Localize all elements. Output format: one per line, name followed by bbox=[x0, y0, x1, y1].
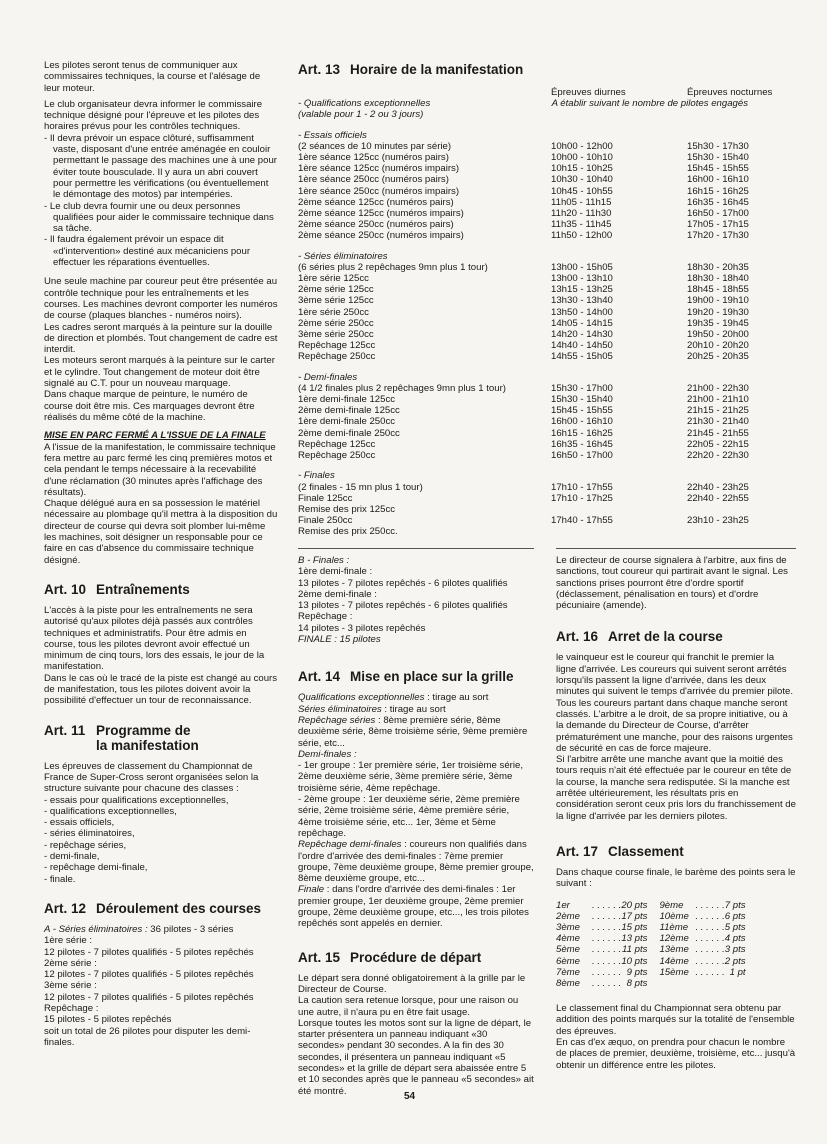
list-item: - Il devra prévoir un espace clôturé, suffisamment vaste, disposant d'une entrée aménagée en couloir permettant le passage des machines une à une pour éviter toute bousculade. Il y aura un abri couvert pour permettre les vérifications (ou éventuellement le démontage des motos) par intempéries. bbox=[44, 132, 278, 201]
night-time: 19h00 - 19h10 bbox=[687, 295, 749, 307]
paragraph: Le départ sera donné obligatoirement à la grille par le Directeur de Course. bbox=[298, 972, 526, 995]
day-time: 17h10 - 17h55 bbox=[551, 481, 613, 493]
divider bbox=[556, 548, 796, 549]
leader-dots: . . . . . . bbox=[592, 899, 622, 911]
night-time: 21h00 - 21h10 bbox=[687, 394, 749, 406]
paragraph: Les cadres seront marqués à la peinture sur la douille de direction et plombés. Tout changement de cadre est interdit. bbox=[44, 321, 278, 356]
text: Séries éliminatoires : tirage au sort bbox=[298, 703, 446, 715]
leader-dots: . . . . . . bbox=[695, 933, 725, 945]
text: 2ème demi-finale : bbox=[298, 588, 377, 600]
column-header-night: Épreuves nocturnes bbox=[687, 87, 773, 98]
day-time: 13h00 - 13h10 bbox=[551, 273, 613, 285]
night-time: 19h50 - 20h00 bbox=[687, 329, 749, 341]
night-time: 18h30 - 20h35 bbox=[687, 261, 749, 273]
row-label: (2 finales - 15 mn plus 1 tour) bbox=[298, 481, 423, 493]
table-row bbox=[298, 98, 798, 109]
day-time: 15h30 - 17h00 bbox=[551, 382, 613, 394]
points-row bbox=[556, 922, 647, 933]
article-title: Arret de la course bbox=[608, 629, 723, 645]
article-number: Art. 10 bbox=[44, 581, 87, 597]
points-scale bbox=[556, 900, 796, 990]
table-row bbox=[298, 295, 798, 306]
paragraph: Une seule machine par coureur peut être présentée au contrôle technique pour les entraînements et les courses. Les machines devront comporter les numéros de course (plaques blanches - numéros noirs). bbox=[44, 276, 278, 322]
series-block bbox=[44, 924, 278, 1048]
table-row bbox=[298, 208, 798, 219]
points-row bbox=[556, 933, 647, 944]
night-time: 22h05 - 22h15 bbox=[687, 438, 749, 450]
leader-dots: . . . . . . bbox=[695, 955, 725, 967]
rank: 11ème bbox=[659, 921, 689, 933]
structure-list bbox=[44, 795, 278, 885]
text: Finale : dans l'ordre d'arrivée des demi-finales : 1er premier groupe, 1er deuxième groupe, 2ème premier groupe, 2ème deuxième groupe, etc..., les trois pilotes repêchés sont appelés en dernier. bbox=[298, 884, 529, 930]
table-row bbox=[298, 394, 798, 405]
table-row bbox=[298, 405, 798, 416]
paragraph: Le directeur de course signalera à l'arbitre, aux fins de sanctions, tout coureur qui partirait avant le signal. Les sanctions prises pourront être d'ordre sportif (déclassement, pénalisation en tours) et d'ordre pécuniaire (amende). bbox=[556, 555, 788, 612]
points: 17 pts bbox=[621, 910, 648, 922]
table-row bbox=[298, 329, 798, 340]
night-time: 19h35 - 19h45 bbox=[687, 317, 749, 329]
paragraph: L'accès à la piste pour les entraînements ne sera autorisé qu'aux pilotes déjà passés aux contrôles techniques et administratifs. Pour être admis en course, tous les pilotes devront avoir effectué un minimum de cinq tours, lors des essais, le jour de la manifestation. bbox=[44, 604, 265, 673]
table-row bbox=[298, 219, 798, 230]
article-16-heading bbox=[556, 629, 796, 644]
row-label: (2 séances de 10 minutes par série) bbox=[298, 140, 452, 152]
article-13-heading bbox=[298, 62, 798, 77]
text: Qualifications exceptionnelles : tirage au sort bbox=[298, 692, 489, 704]
rank: 7ème bbox=[556, 966, 580, 978]
paragraph: Chaque délégué aura en sa possession le matériel nécessaire au plombage qu'il mettra à la disposition du directeur de course qui devra soit plomber lui-même les machines, soit désigner un responsable pour ce faire en cas d'absence du commissaire technique désigné. bbox=[44, 498, 278, 566]
list-item: - repêchage demi-finale, bbox=[44, 862, 148, 874]
row-label: 1ère séance 125cc (numéros impairs) bbox=[298, 163, 460, 175]
text: soit un total de 26 pilotes pour disputer les demi-finales. bbox=[44, 1025, 251, 1048]
row-label: - Qualifications exceptionnelles bbox=[298, 98, 431, 110]
points-row bbox=[556, 900, 647, 911]
points: 7 pts bbox=[724, 899, 746, 911]
row-label: (6 séries plus 2 repêchages 9mn plus 1 tour) bbox=[298, 261, 488, 273]
schedule-table bbox=[298, 87, 798, 538]
row-label: 2ème séance 125cc (numéros impairs) bbox=[298, 208, 464, 220]
points-row bbox=[659, 956, 745, 967]
row-label: 2ème demi-finale 125cc bbox=[298, 405, 400, 417]
article-number: Art. 15 bbox=[298, 949, 341, 965]
schedule-group-title: - Finales bbox=[298, 470, 335, 482]
right-column bbox=[556, 548, 796, 1076]
day-time: 17h10 - 17h25 bbox=[551, 492, 613, 504]
article-10-heading bbox=[44, 582, 278, 597]
text: 3ème série : bbox=[44, 980, 97, 992]
text: 12 pilotes - 7 pilotes qualifiés - 5 pilotes repêchés bbox=[44, 946, 254, 958]
row-label: 2ème série 250cc bbox=[298, 317, 374, 329]
day-time: 16h50 - 17h00 bbox=[551, 450, 613, 462]
points-row bbox=[556, 978, 647, 989]
points-row bbox=[659, 922, 745, 933]
list-item: - demi-finale, bbox=[44, 851, 100, 863]
list-item: - qualifications exceptionnelles, bbox=[44, 805, 177, 817]
night-time: 22h40 - 23h25 bbox=[687, 481, 749, 493]
paragraph: La caution sera retenue lorsque, pour une raison ou une autre, il n'aura pu en être fait usage. bbox=[298, 995, 519, 1018]
day-time: 10h45 - 10h55 bbox=[551, 185, 613, 197]
table-row bbox=[298, 383, 798, 394]
points: 1 pt bbox=[729, 966, 746, 978]
points-row bbox=[556, 956, 647, 967]
text: 12 pilotes - 7 pilotes qualifiés - 5 pilotes repêchés bbox=[44, 969, 254, 981]
table-header-row bbox=[298, 87, 798, 98]
day-time: 11h35 - 11h45 bbox=[551, 219, 612, 231]
list-item: - essais officiels, bbox=[44, 817, 115, 829]
text: 15 pilotes - 5 pilotes repêchés bbox=[44, 1014, 172, 1026]
night-time: 17h20 - 17h30 bbox=[687, 230, 749, 242]
table-row bbox=[298, 416, 798, 427]
night-time: 15h30 - 17h30 bbox=[687, 140, 749, 152]
table-row bbox=[298, 351, 798, 362]
table-row bbox=[298, 482, 798, 493]
leader-dots: . . . . . . bbox=[592, 933, 622, 945]
article-number: Art. 14 bbox=[298, 669, 341, 685]
points: 4 pts bbox=[724, 933, 746, 945]
points-row bbox=[556, 967, 647, 978]
row-label: Remise des prix 125cc bbox=[298, 503, 396, 515]
rank: 6ème bbox=[556, 955, 580, 967]
column-header-day: Épreuves diurnes bbox=[551, 87, 626, 98]
rank: 1er bbox=[556, 899, 570, 911]
day-time: 15h30 - 15h40 bbox=[551, 394, 613, 406]
table-row bbox=[298, 109, 798, 120]
leader-dots: . . . . . . bbox=[695, 966, 725, 978]
table-row bbox=[298, 428, 798, 439]
schedule-group-title: - Demi-finales bbox=[298, 371, 358, 383]
row-label: 1ère série 250cc bbox=[298, 306, 369, 318]
article-title: Entraînements bbox=[96, 581, 190, 597]
page-number: 54 bbox=[404, 1091, 416, 1102]
row-label: 2ème séance 250cc (numéros pairs) bbox=[298, 219, 454, 231]
paragraph: Les pilotes seront tenus de communiquer aux commissaires techniques, la course et l'alésage de leur moteur. bbox=[44, 60, 261, 94]
article-title: Classement bbox=[608, 843, 684, 859]
night-time: 20h10 - 20h20 bbox=[687, 340, 749, 352]
paragraph: Lorsque toutes les motos sont sur la ligne de départ, le starter présentera un panneau indiquant «30 secondes» pendant 30 secondes. A la fin des 30 secondes, il présentera un panneau indiquant «5 secondes» et la grille de départ sera abaissée entre 5 et 10 secondes après que le panneau «5 secondes» ait été montré. bbox=[298, 1017, 534, 1097]
night-time bbox=[687, 526, 798, 537]
rank: 15ème bbox=[659, 966, 689, 978]
row-label: Repêchage 125cc bbox=[298, 438, 376, 450]
subheading: B - Finales : bbox=[298, 555, 350, 566]
article-17-heading bbox=[556, 844, 796, 859]
row-label: Finale 125cc bbox=[298, 492, 353, 504]
points: 20 pts bbox=[621, 899, 648, 911]
day-time: 14h05 - 14h15 bbox=[551, 317, 613, 329]
row-label: 1ère série 125cc bbox=[298, 273, 369, 285]
table-row bbox=[298, 340, 798, 351]
day-time bbox=[551, 504, 687, 515]
text: 13 pilotes - 7 pilotes repêchés - 6 pilotes qualifiés bbox=[298, 577, 508, 589]
day-time: 17h40 - 17h55 bbox=[551, 515, 613, 527]
paragraph: Si l'arbitre arrête une manche avant que la moitié des tours requis n'ait été effectuée par le coureur en tête de la course, la manche sera redisputée. Si la manche est arrêtée ultérieurement, les résultats pris en considération seront ceux pris lors du franchissement de la ligne d'arrivée par les derniers pilotes. bbox=[556, 754, 796, 822]
day-time: 16h35 - 16h45 bbox=[551, 438, 613, 450]
day-time bbox=[551, 526, 687, 537]
middle-column bbox=[298, 548, 534, 1102]
night-time: 23h10 - 23h25 bbox=[687, 515, 749, 527]
day-time: 15h45 - 15h55 bbox=[551, 405, 613, 417]
leader-dots: . . . . . . bbox=[695, 910, 725, 922]
text: 13 pilotes - 7 pilotes repêchés - 6 pilotes qualifiés bbox=[298, 600, 508, 612]
row-label: 2ème demi-finale 250cc bbox=[298, 427, 400, 439]
points-row bbox=[556, 944, 647, 955]
table-row bbox=[298, 318, 798, 329]
night-time: 16h00 - 16h10 bbox=[687, 174, 749, 186]
article-14-heading bbox=[298, 669, 534, 684]
table-row bbox=[298, 450, 798, 461]
list-item: - séries éliminatoires, bbox=[44, 828, 135, 840]
text: 12 pilotes - 7 pilotes qualifiés - 5 pilotes repêchés bbox=[44, 991, 254, 1003]
row-label: Remise des prix 250cc. bbox=[298, 526, 398, 538]
list-item: - Le club devra fournir une ou deux personnes qualifiées pour aider le commissaire technique dans sa tâche. bbox=[44, 200, 274, 235]
subheading: Demi-finales : bbox=[298, 748, 357, 760]
day-time: 10h00 - 10h10 bbox=[551, 152, 613, 164]
points: 13 pts bbox=[621, 933, 648, 945]
night-time: 22h40 - 22h55 bbox=[687, 492, 749, 504]
left-column bbox=[44, 60, 278, 1048]
night-time: 17h05 - 17h15 bbox=[687, 219, 749, 231]
paragraph: A l'issue de la manifestation, le commissaire technique fera mettre au parc fermé les cinq premières motos et cela pendant le temps nécessaire à la recevabilité d'une réclamation (30 minutes après l'affichage des résultats). bbox=[44, 441, 276, 498]
points-row bbox=[659, 900, 745, 911]
table-row bbox=[298, 515, 798, 526]
paragraph: Les épreuves de classement du Championnat de France de Super-Cross seront organisées selon la structure suivante pour chacune des classes : bbox=[44, 760, 259, 795]
row-label: Repêchage 250cc bbox=[298, 351, 376, 363]
rank: 14ème bbox=[659, 955, 689, 967]
night-time: 16h50 - 17h00 bbox=[687, 208, 749, 220]
paragraph: Les moteurs seront marqués à la peinture sur le carter et le cylindre. Tout changement de moteur doit être signalé au C.T. pour un nouveau marquage. bbox=[44, 355, 275, 390]
day-time: 11h50 - 12h00 bbox=[551, 230, 613, 242]
points: 8 pts bbox=[626, 977, 648, 989]
leader-dots: . . . . . . bbox=[592, 944, 622, 956]
table-row bbox=[298, 526, 798, 537]
subheading: A - Séries éliminatoires : bbox=[44, 923, 148, 935]
row-label: Finale 250cc bbox=[298, 515, 353, 527]
article-15-heading bbox=[298, 950, 534, 965]
table-row bbox=[298, 262, 798, 273]
leader-dots: . . . . . . bbox=[695, 944, 725, 956]
article-11-heading bbox=[44, 723, 278, 753]
schedule-group-title: - Essais officiels bbox=[298, 129, 367, 141]
row-label: 1ère séance 125cc (numéros pairs) bbox=[298, 152, 449, 164]
day-time: 13h30 - 13h40 bbox=[551, 295, 613, 307]
rank: 12ème bbox=[659, 933, 689, 945]
rank: 10ème bbox=[659, 910, 689, 922]
article-title: Programme de bbox=[96, 722, 191, 738]
table-row bbox=[298, 174, 798, 185]
night-time: 15h30 - 15h40 bbox=[687, 152, 749, 164]
text: - 2ème groupe : 1er deuxième série, 2ème première série, 2ème troisième série, 4ème première série, 4ème troisième série, etc... 1er, 3ème et 5ème repêchage. bbox=[298, 794, 520, 839]
text: Repêchage : bbox=[44, 1002, 99, 1014]
article-13-block bbox=[298, 62, 798, 538]
list-item: - finale. bbox=[44, 873, 76, 885]
row-label: (valable pour 1 - 2 ou 3 jours) bbox=[298, 109, 424, 121]
paragraph: En cas d'ex æquo, on prendra pour chacun le nombre de places de premier, deuxième, troisième, etc... jusqu'à obtenir un différence entre les pilotes. bbox=[556, 1037, 796, 1071]
leader-dots: . . . . . . bbox=[695, 921, 725, 933]
row-value: A établir suivant le nombre de pilotes engagés bbox=[551, 98, 748, 110]
table-row bbox=[298, 141, 798, 152]
rank: 4ème bbox=[556, 933, 580, 945]
article-title: Procédure de départ bbox=[350, 949, 482, 965]
night-time bbox=[687, 504, 798, 515]
divider bbox=[298, 548, 534, 549]
points: 11 pts bbox=[622, 944, 648, 956]
table-row bbox=[298, 197, 798, 208]
points: 2 pts bbox=[724, 955, 746, 967]
day-time: 13h00 - 15h05 bbox=[551, 261, 613, 273]
night-time: 22h20 - 22h30 bbox=[687, 450, 749, 462]
paragraph: Dans chaque marque de peinture, le numéro de course doit être mis. Ces marquages devront être réalisés du même côté de la machine. bbox=[44, 389, 255, 423]
list-item: - repêchage séries, bbox=[44, 839, 127, 851]
leader-dots: . . . . . . bbox=[592, 966, 622, 978]
night-time: 20h25 - 20h35 bbox=[687, 351, 749, 363]
day-time: 16h15 - 16h25 bbox=[551, 427, 613, 439]
text: 36 pilotes - 3 séries bbox=[147, 923, 234, 935]
day-time: 11h05 - 11h15 bbox=[551, 196, 612, 208]
table-row bbox=[298, 284, 798, 295]
table-row bbox=[298, 163, 798, 174]
rank: 8ème bbox=[556, 977, 580, 989]
table-row bbox=[298, 493, 798, 504]
day-time: 14h20 - 14h30 bbox=[551, 329, 613, 341]
text: 14 pilotes - 3 pilotes repêchés bbox=[298, 622, 426, 634]
paragraph: Le classement final du Championnat sera obtenu par addition des points marqués sur la totalité de l'ensemble des épreuves. bbox=[556, 1003, 795, 1037]
row-label: (4 1/2 finales plus 2 repêchages 9mn plus 1 tour) bbox=[298, 382, 506, 394]
article-title: Mise en place sur la grille bbox=[350, 669, 514, 685]
day-time: 13h50 - 14h00 bbox=[551, 306, 613, 318]
schedule-group-title: - Séries éliminatoires bbox=[298, 250, 388, 262]
row-label: 1ère demi-finale 250cc bbox=[298, 416, 396, 428]
night-time: 21h00 - 22h30 bbox=[687, 382, 749, 394]
text: Repêchage : bbox=[298, 611, 353, 623]
dash-list bbox=[44, 133, 278, 269]
text: 1ère série : bbox=[44, 935, 92, 947]
list-item: - essais pour qualifications exceptionnelles, bbox=[44, 794, 229, 806]
night-time: 21h30 - 21h40 bbox=[687, 416, 749, 428]
paragraph: Le club organisateur devra informer le commissaire technique désigné pour l'épreuve et les pilotes des horaires prévus pour les contrôles techniques. bbox=[44, 98, 263, 133]
table-row bbox=[298, 439, 798, 450]
night-time: 21h15 - 21h25 bbox=[687, 405, 749, 417]
table-row bbox=[298, 230, 798, 241]
text: FINALE : 15 pilotes bbox=[298, 634, 381, 646]
day-time: 10h00 - 12h00 bbox=[551, 140, 613, 152]
leader-dots: . . . . . . bbox=[695, 899, 725, 911]
rank: 13ème bbox=[659, 944, 689, 956]
text: Repêchage demi-finales : coureurs non qualifiés dans l'ordre d'arrivée des demi-finales : 7ème premier groupe, 7ème deuxième groupe, 8ème premier groupe, 8ème deuxième groupe, etc... bbox=[298, 839, 534, 885]
row-label: 1ère demi-finale 125cc bbox=[298, 394, 396, 406]
points-row bbox=[659, 911, 745, 922]
night-time: 19h20 - 19h30 bbox=[687, 306, 749, 318]
points: 5 pts bbox=[724, 921, 746, 933]
day-time: 11h20 - 11h30 bbox=[551, 208, 612, 220]
article-title: Horaire de la manifestation bbox=[350, 62, 524, 77]
points: 10 pts bbox=[621, 955, 648, 967]
text: - 1er groupe : 1er première série, 1er troisième série, 2ème deuxième série, 3ème première série, 3ème troisième série, 4ème repêchage. bbox=[298, 760, 524, 794]
points: 15 pts bbox=[621, 921, 648, 933]
leader-dots: . . . . . . bbox=[592, 977, 622, 989]
paragraph: Dans chaque course finale, le barème des points sera le suivant : bbox=[556, 866, 796, 890]
row-label: 3ème série 125cc bbox=[298, 295, 374, 307]
table-row bbox=[298, 273, 798, 284]
day-time: 14h55 - 15h05 bbox=[551, 351, 613, 363]
row-label: Repêchage 125cc bbox=[298, 340, 376, 352]
article-number: Art. 13 bbox=[298, 62, 341, 77]
article-number: Art. 11 bbox=[44, 722, 86, 738]
article-title-line2: la manifestation bbox=[96, 737, 199, 753]
rank: 3ème bbox=[556, 921, 580, 933]
day-time: 10h15 - 10h25 bbox=[551, 163, 613, 175]
points: 3 pts bbox=[724, 944, 746, 956]
text: Repêchage séries : 8ème première série, 8ème deuxième série, 8ème troisième série, 9ème première série, etc... bbox=[298, 714, 528, 749]
list-item: - Il faudra également prévoir un espace dit «d'intervention» destiné aux mécaniciens pour effectuer les réparations éventuelles. bbox=[44, 234, 251, 269]
day-time: 16h00 - 16h10 bbox=[551, 416, 613, 428]
row-label: 3ème série 250cc bbox=[298, 329, 374, 341]
table-row bbox=[298, 152, 798, 163]
leader-dots: . . . . . . bbox=[592, 921, 622, 933]
table-row bbox=[298, 504, 798, 515]
article-12-heading bbox=[44, 901, 278, 916]
row-label: 2ème série 125cc bbox=[298, 284, 374, 296]
text: 1ère demi-finale : bbox=[298, 566, 373, 578]
rank: 2ème bbox=[556, 910, 580, 922]
row-label: 1ère séance 250cc (numéros impairs) bbox=[298, 185, 460, 197]
points-row bbox=[659, 944, 745, 955]
article-number: Art. 12 bbox=[44, 900, 87, 916]
row-label: 2ème séance 250cc (numéros impairs) bbox=[298, 230, 464, 242]
paragraph: Dans le cas où le tracé de la piste est changé au cours de manifestation, tous les pilotes doivent avoir la possibilité d'effectuer un tour de reconnaissance. bbox=[44, 672, 278, 707]
row-label: 1ère séance 250cc (numéros pairs) bbox=[298, 174, 449, 186]
text: 2ème série : bbox=[44, 957, 97, 969]
leader-dots: . . . . . . bbox=[592, 910, 622, 922]
paragraph: le vainqueur est le coureur qui franchit le premier la ligne d'arrivée. Les coureurs qui suivent seront arrêtés lorsqu'ils passent la ligne d'arrivée, dans les deux minutes qui suivent le temps d'arrivée du premier pilote. Tous les coureurs partant dans chaque manche seront classés. L'arbitre a le droit, de sa propre initiative, ou à la demande du Directeur de Course, d'arrêter prématurément une manche, pour des raisons urgentes de sécurité en cas de force majeure. bbox=[556, 652, 793, 754]
table-row bbox=[298, 186, 798, 197]
points-row bbox=[659, 933, 745, 944]
article-number: Art. 16 bbox=[556, 629, 599, 645]
row-label: 2ème séance 125cc (numéros pairs) bbox=[298, 196, 454, 208]
night-time: 15h45 - 15h55 bbox=[687, 163, 749, 175]
day-time: 13h15 - 13h25 bbox=[551, 284, 613, 296]
night-time: 16h15 - 16h25 bbox=[687, 185, 749, 197]
night-time: 18h45 - 18h55 bbox=[687, 284, 749, 296]
day-time: 14h40 - 14h50 bbox=[551, 340, 613, 352]
points: 6 pts bbox=[724, 910, 746, 922]
table-row bbox=[298, 307, 798, 318]
leader-dots: . . . . . . bbox=[592, 955, 622, 967]
points-row bbox=[556, 911, 647, 922]
night-time: 21h45 - 21h55 bbox=[687, 427, 749, 439]
night-time: 16h35 - 16h45 bbox=[687, 196, 749, 208]
row-label: Repêchage 250cc bbox=[298, 450, 376, 462]
article-number: Art. 17 bbox=[556, 843, 599, 859]
article-title: Déroulement des courses bbox=[96, 900, 262, 916]
night-time: 18h30 - 18h40 bbox=[687, 273, 749, 285]
rank: 9ème bbox=[659, 899, 684, 911]
rank: 5ème bbox=[556, 944, 580, 956]
day-time: 10h30 - 10h40 bbox=[551, 174, 613, 186]
subsection-title: MISE EN PARC FERMÉ A L'ISSUE DE LA FINALE bbox=[44, 430, 266, 442]
points: 9 pts bbox=[626, 966, 648, 978]
points-row bbox=[659, 967, 745, 978]
